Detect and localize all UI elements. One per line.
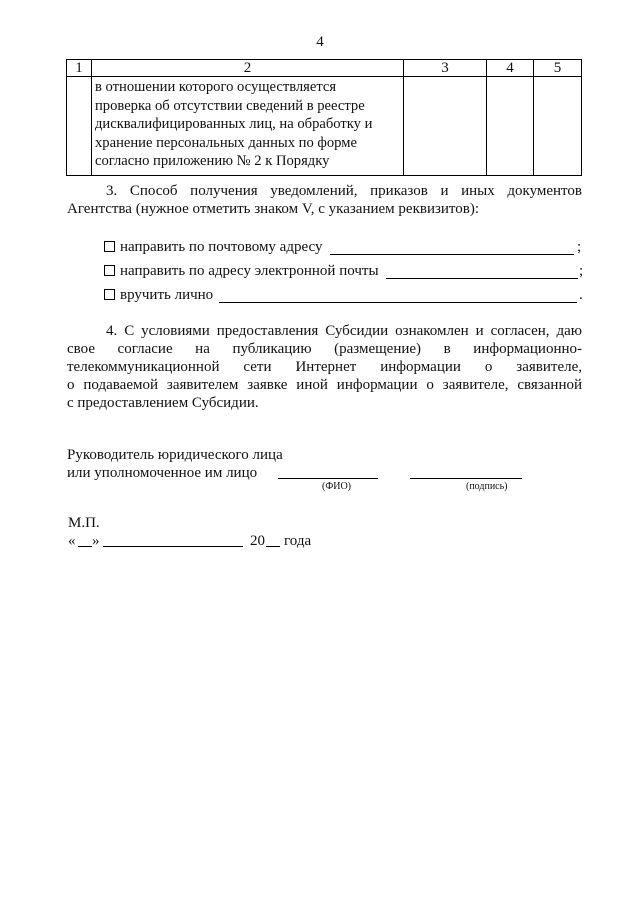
table-header-cell: 1 (67, 60, 92, 77)
checkbox-icon[interactable] (104, 289, 115, 300)
section4-line: 4. С условиями предоставления Субсидии ознакомлен и согласен, даю (106, 323, 582, 339)
cell-line: хранение персональных данных по форме (95, 134, 357, 151)
form-table (66, 59, 582, 176)
section4-line: о подаваемой заявителем заявке иной информации о заявителе, связанной (67, 377, 582, 393)
year-prefix: 20 (250, 533, 265, 549)
year-suffix: года (284, 533, 312, 549)
date-open-quote: « (68, 533, 76, 549)
option-end-mark: ; (579, 263, 584, 279)
table-cell-empty (487, 77, 534, 176)
table-cell-empty (534, 77, 582, 176)
table-header-cell: 4 (487, 60, 534, 77)
in-person-field[interactable] (219, 302, 577, 303)
cell-line: согласно приложению № 2 к Порядку (95, 153, 330, 169)
fio-field[interactable] (278, 478, 378, 479)
signature-caption: (подпись) (466, 481, 508, 492)
stamp-mark: М.П. (68, 515, 100, 531)
cell-line: проверка об отсутствии сведений в реестре (95, 97, 365, 114)
signature-field[interactable] (410, 478, 522, 479)
table-header-cell: 5 (534, 60, 582, 77)
checkbox-icon[interactable] (104, 241, 115, 252)
postal-address-field[interactable] (330, 254, 574, 255)
checkbox-icon[interactable] (104, 265, 115, 276)
option-label: направить по адресу электронной почты (120, 263, 379, 279)
email-address-field[interactable] (386, 278, 578, 279)
signature-title-line: или уполномоченное им лицо (67, 465, 258, 481)
section4-line: свое согласие на публикацию (размещение) в информационно- (67, 341, 582, 357)
fio-caption: (ФИО) (322, 481, 352, 492)
signature-title-line: Руководитель юридического лица (67, 447, 283, 463)
page-number: 4 (316, 34, 324, 50)
option-label: вручить лично (120, 287, 214, 303)
cell-line: в отношении которого осуществляется (95, 79, 337, 95)
table-cell-empty (404, 77, 487, 176)
table-cell-description (92, 77, 404, 176)
table-header-cell: 3 (404, 60, 487, 77)
date-close-quote: » (92, 533, 100, 549)
month-field[interactable] (103, 546, 243, 547)
table-cell-empty (67, 77, 92, 176)
year-field[interactable] (266, 546, 280, 547)
section3-line: Агентства (нужное отметить знаком V, с указанием реквизитов): (67, 201, 480, 217)
option-end-mark: ; (577, 239, 582, 255)
table-header-cell: 2 (92, 60, 404, 77)
section4-line: с предоставлением Субсидии. (67, 395, 259, 411)
section3-line: 3. Способ получения уведомлений, приказов и иных документов (106, 183, 582, 199)
option-label: направить по почтовому адресу (120, 239, 323, 255)
section4-line: телекоммуникационной сети Интернет информации о заявителе, (67, 359, 582, 375)
day-field[interactable] (78, 546, 92, 547)
table-row (67, 77, 582, 176)
cell-line: дисквалифицированных лиц, на обработку и (95, 116, 373, 132)
option-end-mark: . (579, 287, 583, 303)
table-header-row (67, 60, 582, 77)
